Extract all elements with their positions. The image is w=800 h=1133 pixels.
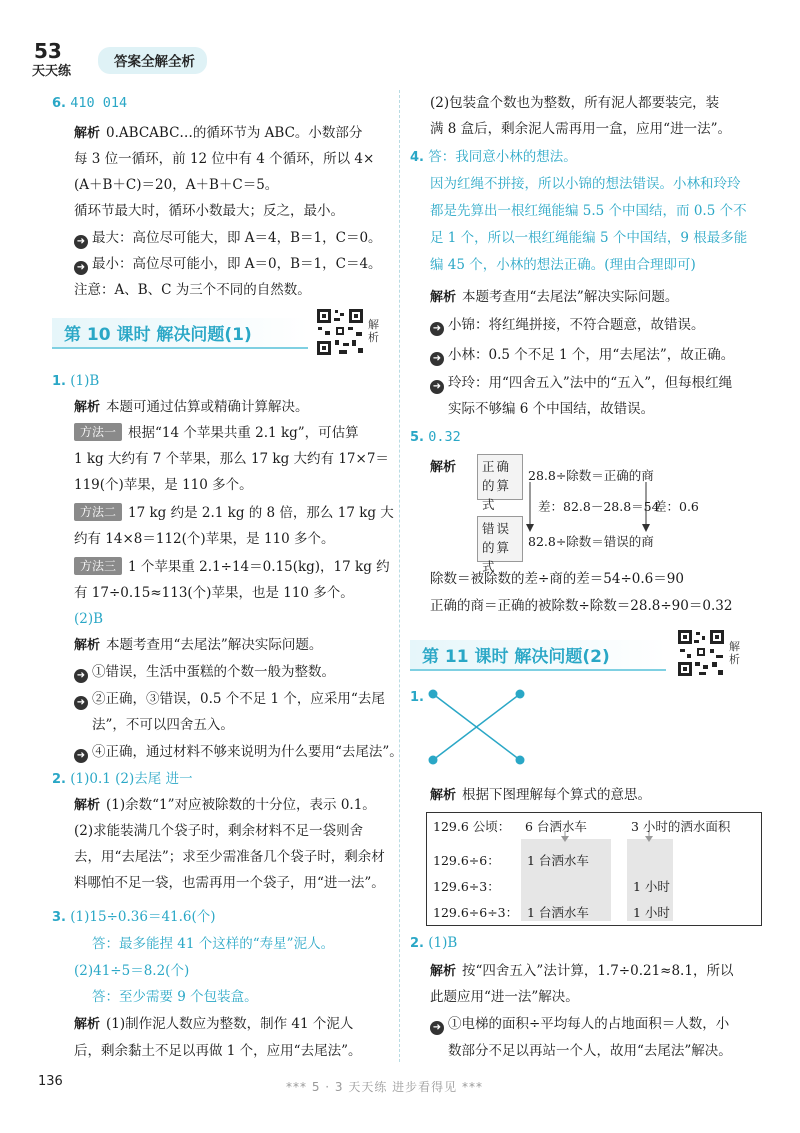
q1-answer-line: 1. (1)B <box>52 373 100 389</box>
svg-text:天天练: 天天练 <box>32 64 72 78</box>
q3-answer-3: (2)41÷5＝8.2(个) <box>74 963 190 979</box>
wrong-formula-box: 错误的算式 <box>477 516 523 562</box>
section-11-title: 第 11 课时 解决问题(2) <box>410 640 666 671</box>
page-number: 136 <box>38 1074 63 1089</box>
table-r3c1: 1 台洒水车 <box>527 905 589 920</box>
svg-text:53: 53 <box>34 39 62 63</box>
q2-analysis-1: 解析 (1)余数“1”对应被除数的十分位，表示 0.1。 <box>74 797 376 813</box>
q1-2-point1: ➜ ①错误，生活中蛋糕的个数一般为整数。 <box>74 661 335 683</box>
q2-analysis-2: (2)求能装满几个袋子时，剩余材料不足一袋则舍 <box>74 823 364 839</box>
method2-line2: 约有 14×8＝112(个)苹果，是 110 多个。 <box>74 531 335 547</box>
s11-q2-analysis-3: ➜ ①电梯的面积÷平均每人的占地面积＝人数，小 <box>430 1013 729 1035</box>
q6-analysis-2: 每 3 位一循环，前 12 位中有 4 个循环，所以 4× <box>74 151 375 167</box>
q2-answer-line: 2. (1)0.1 (2)去尾 进一 <box>52 771 193 787</box>
q5-answer-line: 5. 0.32 <box>410 429 461 445</box>
s11-q1-number: 1. <box>410 690 424 705</box>
table-r2c2: 1 小时 <box>633 879 670 894</box>
arrow-icon: ➜ <box>74 261 88 275</box>
qr-code-icon[interactable] <box>676 628 726 678</box>
q3-answer-4: 答：至少需要 9 个包装盒。 <box>92 989 258 1005</box>
table-r1c1: 1 台洒水车 <box>527 853 589 868</box>
q5-formula-2: 正确的商＝正确的被除数÷除数＝28.8÷90＝0.32 <box>430 598 733 614</box>
correct-formula-box: 正确的算式 <box>477 454 523 500</box>
q3-analysis-1: 解析 (1)制作泥人数应为整数，制作 41 个泥人 <box>74 1016 354 1032</box>
correct-formula: 28.8÷除数＝正确的商 <box>528 468 654 483</box>
q2-analysis-4: 料哪怕不足一袋，也需再用一个袋子，用“进一法”。 <box>74 875 385 891</box>
q1-analysis: 解析 本题可通过估算或精确计算解决。 <box>74 399 309 415</box>
arrow-icon: ➜ <box>430 322 444 336</box>
qr-side-label: 解析 <box>729 640 740 666</box>
q1-2-answer: (2)B <box>74 611 104 627</box>
table-r3c0: 129.6÷6÷3： <box>433 905 519 920</box>
q6-note: 注意：A、B、C 为三个不同的自然数。 <box>74 282 311 298</box>
s11-q2-analysis-1: 解析 按“四舍五入”法计算，1.7÷0.21≈8.1，所以 <box>430 963 734 979</box>
table-r0c2: 3 小时的洒水面积 <box>631 819 731 834</box>
q1-2-analysis: 解析 本题考查用“去尾法”解决实际问题。 <box>74 637 323 653</box>
q3-cont-2: 满 8 盒后，剩余泥人需再用一盒，应用“进一法”。 <box>430 121 731 137</box>
q1-2-point2-cont: 法”，不可以四舍五入。 <box>92 717 234 733</box>
q4-analysis-1: 解析 本题考查用“去尾法”解决实际问题。 <box>430 289 679 305</box>
q1-2-point3: ➜ ④正确，通过材料不够来说明为什么要用“去尾法”。 <box>74 741 403 763</box>
section-10-title: 第 10 课时 解决问题(1) <box>52 318 308 349</box>
method2-line1: 方法二 17 kg 约是 2.1 kg 的 8 倍，那么 17 kg 大 <box>74 502 394 524</box>
s11-q2-answer-line: 2. (1)B <box>410 935 458 951</box>
q3-analysis-2: 后，剩余黏土不足以再做 1 个，应用“去尾法”。 <box>74 1043 362 1059</box>
method3-tag: 方法三 <box>74 557 122 575</box>
brand-logo <box>30 38 96 78</box>
q6-analysis-1: 解析 0.ABCABC…的循环节为 ABC。小数部分 <box>74 125 363 141</box>
method1-line3: 119(个)苹果，是 110 多个。 <box>74 477 253 493</box>
method1-line1: 方法一 根据“14 个苹果共重 2.1 kg”，可估算 <box>74 422 359 444</box>
q4-answer-4: 足 1 个，所以一根红绳能编 5 个中国结，9 根最多能 <box>430 230 748 246</box>
q4-answer-3: 都是先算出一根红绳能编 5.5 个中国结，而 0.5 个不 <box>430 203 747 219</box>
column-divider <box>399 90 400 1062</box>
table-r2c0: 129.6÷3： <box>433 879 500 894</box>
s11-q2-analysis-4: 数部分不足以再站一个人，故用“去尾法”解决。 <box>448 1043 732 1059</box>
method1-line2: 1 kg 大约有 7 个苹果，那么 17 kg 大约有 17×7＝ <box>74 451 389 467</box>
q4-analysis-3: ➜ 小林：0.5 个不足 1 个，用“去尾法”，故正确。 <box>430 344 734 366</box>
arrow-icon: ➜ <box>430 352 444 366</box>
footer-slogan: *** 5 · 3 天天练 进步看得见 *** <box>286 1080 483 1094</box>
wrong-formula: 82.8÷除数＝错误的商 <box>528 534 654 549</box>
matching-lines-diagram <box>424 686 534 766</box>
s11-q2-analysis-2: 此题应用“进一法”解决。 <box>430 989 579 1005</box>
sprinkler-table <box>426 812 762 926</box>
q4-analysis-4: ➜ 玲玲：用“四舍五入”法中的“五入”，但每根红绳 <box>430 372 732 394</box>
q3-cont-1: (2)包装盒个数也为整数，所有泥人都要装完，装 <box>430 95 720 111</box>
q2-analysis-3: 去，用“去尾法”；求至少需准备几个袋子时，剩余材 <box>74 849 385 865</box>
q5-analysis-label: 解析 <box>430 460 457 475</box>
quotient-difference: 差：0.6 <box>654 499 699 514</box>
q6-answer-line: 6. 410 014 <box>52 95 128 111</box>
arrow-icon: ➜ <box>430 1021 444 1035</box>
q4-answer-2: 因为红绳不拼接，所以小锦的想法错误。小林和玲玲 <box>430 176 741 192</box>
arrow-icon: ➜ <box>74 696 88 710</box>
header-title: 答案全解全析 <box>98 47 207 74</box>
diagram-arrows <box>520 478 660 534</box>
q4-answer-5: 编 45 个，小林的想法正确。(理由合理即可) <box>430 257 696 273</box>
table-r0c0: 129.6 公顷： <box>433 819 511 834</box>
method1-tag: 方法一 <box>74 423 122 441</box>
qr-side-label: 解析 <box>368 318 379 344</box>
qr-code-icon[interactable] <box>315 307 365 357</box>
dividend-difference: 差：82.8－28.8＝54 <box>538 499 660 514</box>
q6-analysis-3: (A＋B＋C)＝20，A＋B＋C＝5。 <box>74 177 279 193</box>
q5-formula-1: 除数＝被除数的差÷商的差＝54÷0.6＝90 <box>430 571 684 587</box>
q4-answer-line: 4. 答：我同意小林的想法。 <box>410 149 577 165</box>
q6-max: ➜ 最大：高位尽可能大，即 A＝4，B＝1，C＝0。 <box>74 227 382 249</box>
s11-q1-analysis: 解析 根据下图理解每个算式的意思。 <box>430 787 652 803</box>
q4-analysis-5: 实际不够编 6 个中国结，故错误。 <box>448 401 655 417</box>
arrow-icon: ➜ <box>74 749 88 763</box>
method3-line2: 有 17÷0.15≈113(个)苹果，也是 110 多个。 <box>74 585 354 601</box>
q6-analysis-4: 循环节最大时，循环小数最大；反之，最小。 <box>74 203 344 219</box>
arrow-icon: ➜ <box>430 380 444 394</box>
method3-line1: 方法三 1 个苹果重 2.1÷14＝0.15(kg)，17 kg 约 <box>74 556 390 578</box>
q3-answer-2: 答：最多能捏 41 个这样的“寿星”泥人。 <box>92 936 335 952</box>
arrow-icon: ➜ <box>74 235 88 249</box>
q4-analysis-2: ➜ 小锦：将红绳拼接，不符合题意，故错误。 <box>430 314 705 336</box>
table-r3c2: 1 小时 <box>633 905 670 920</box>
q1-2-point2: ➜ ②正确，③错误，0.5 个不足 1 个，应采用“去尾 <box>74 688 385 710</box>
q6-min: ➜ 最小：高位尽可能小，即 A＝0，B＝1，C＝4。 <box>74 253 382 275</box>
q3-answer-line: 3. (1)15÷0.36＝41.6(个) <box>52 909 216 925</box>
method2-tag: 方法二 <box>74 503 122 521</box>
table-r0c1: 6 台洒水车 <box>525 819 587 834</box>
table-r1c0: 129.6÷6： <box>433 853 500 868</box>
arrow-icon: ➜ <box>74 669 88 683</box>
